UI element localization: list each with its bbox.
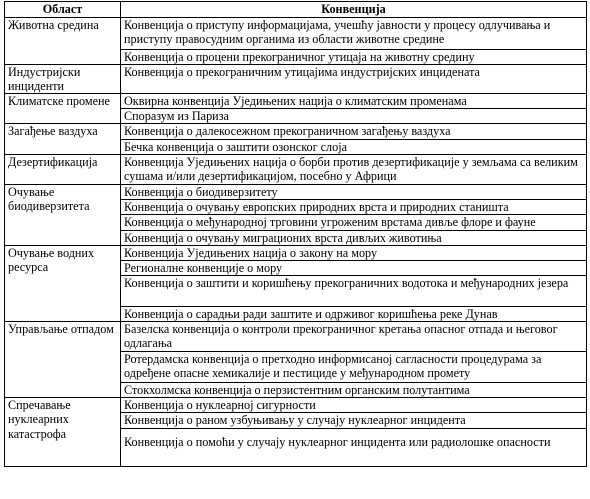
table-row: [5, 154, 587, 184]
convention-cell: Стокхолмска конвенција о перзистентним органским полутантима: [121, 383, 587, 398]
convention-cell: Конвенција Уједињених нација о борби против дезертификације у земљама са великим сушама и/или дезертификацијом, посебно у Африци: [121, 154, 587, 184]
convention-cell: Конвенција о очувању миграционих врста дивљих животиња: [121, 230, 587, 245]
header-area: Област: [5, 2, 121, 18]
area-cell: Климатске промене: [5, 94, 121, 124]
convention-cell: Конвенција о процени прекограничног утицаја на животну средину: [121, 50, 587, 65]
convention-cell: Споразум из Париза: [121, 109, 587, 124]
area-cell: Индустријски инциденти: [5, 65, 121, 94]
convention-cell: Конвенција о нуклеарној сигурности: [121, 398, 587, 413]
convention-cell: Конвенција о раном узбуњивању у случају нуклеарног инцидента: [121, 413, 587, 428]
convention-cell: Конвенција о приступу информацијама, учешћу јавности у процесу одлучивања и приступу правосудним органима из области животне средине: [121, 18, 587, 50]
area-cell: Очување водних ресурса: [5, 245, 121, 321]
convention-cell: Бечка конвенција о заштити озонског слоја: [121, 139, 587, 154]
convention-cell: Конвенција о заштити и коришћењу прекограничних водотока и међународних језера: [121, 276, 587, 307]
convention-cell: Конвенција о међународној трговини угроженим врстама дивље флоре и фауне: [121, 214, 587, 230]
area-cell: Спречавање нуклеарних катастрофа: [5, 398, 121, 466]
convention-cell: Конвенција Уједињених нација о закону на мору: [121, 245, 587, 260]
table-row: [5, 18, 587, 50]
table-row: [5, 245, 587, 260]
convention-cell: Оквирна конвенција Уједињених нација о климатским променама: [121, 94, 587, 109]
area-cell: Очување биодиверзитета: [5, 184, 121, 245]
area-cell: Дезертификација: [5, 154, 121, 184]
convention-cell: Базелска конвенција о контроли прекограничног кретања опасног отпада и његовог одлагања: [121, 322, 587, 352]
header-convention: Конвенција: [121, 2, 587, 18]
convention-cell: Конвенција о помоћи у случају нуклеарног инцидента или радиолошке опасности: [121, 428, 587, 466]
convention-cell: Ротердамска конвенција о претходно информисаној сагласности процедурама за одређене опасне хемикалије и пестициде у међународном промету: [121, 352, 587, 383]
table-row: [5, 94, 587, 109]
table-row: [5, 322, 587, 352]
table-body: [5, 18, 587, 467]
area-cell: Животна средина: [5, 18, 121, 65]
convention-cell: Конвенција о далекосежном прекограничном загађењу ваздуха: [121, 124, 587, 139]
convention-cell: Конвенција о биодиверзитету: [121, 184, 587, 199]
conventions-table: [4, 1, 587, 467]
area-cell: Загађење ваздуха: [5, 124, 121, 154]
table-header-row: [5, 2, 587, 18]
table-row: [5, 184, 587, 199]
convention-cell: Конвенција о очувању европских природних врста и природних станишта: [121, 199, 587, 214]
convention-cell: Конвенција о прекограничним утицајима индустријских инцидената: [121, 65, 587, 94]
convention-cell: Конвенција о сарадњи ради заштите и одрживог коришћења реке Дунав: [121, 307, 587, 322]
table-row: [5, 124, 587, 139]
area-cell: Управљање отпадом: [5, 322, 121, 398]
table-row: [5, 65, 587, 94]
convention-cell: Регионалне конвенције о мору: [121, 261, 587, 276]
table-row: [5, 398, 587, 413]
